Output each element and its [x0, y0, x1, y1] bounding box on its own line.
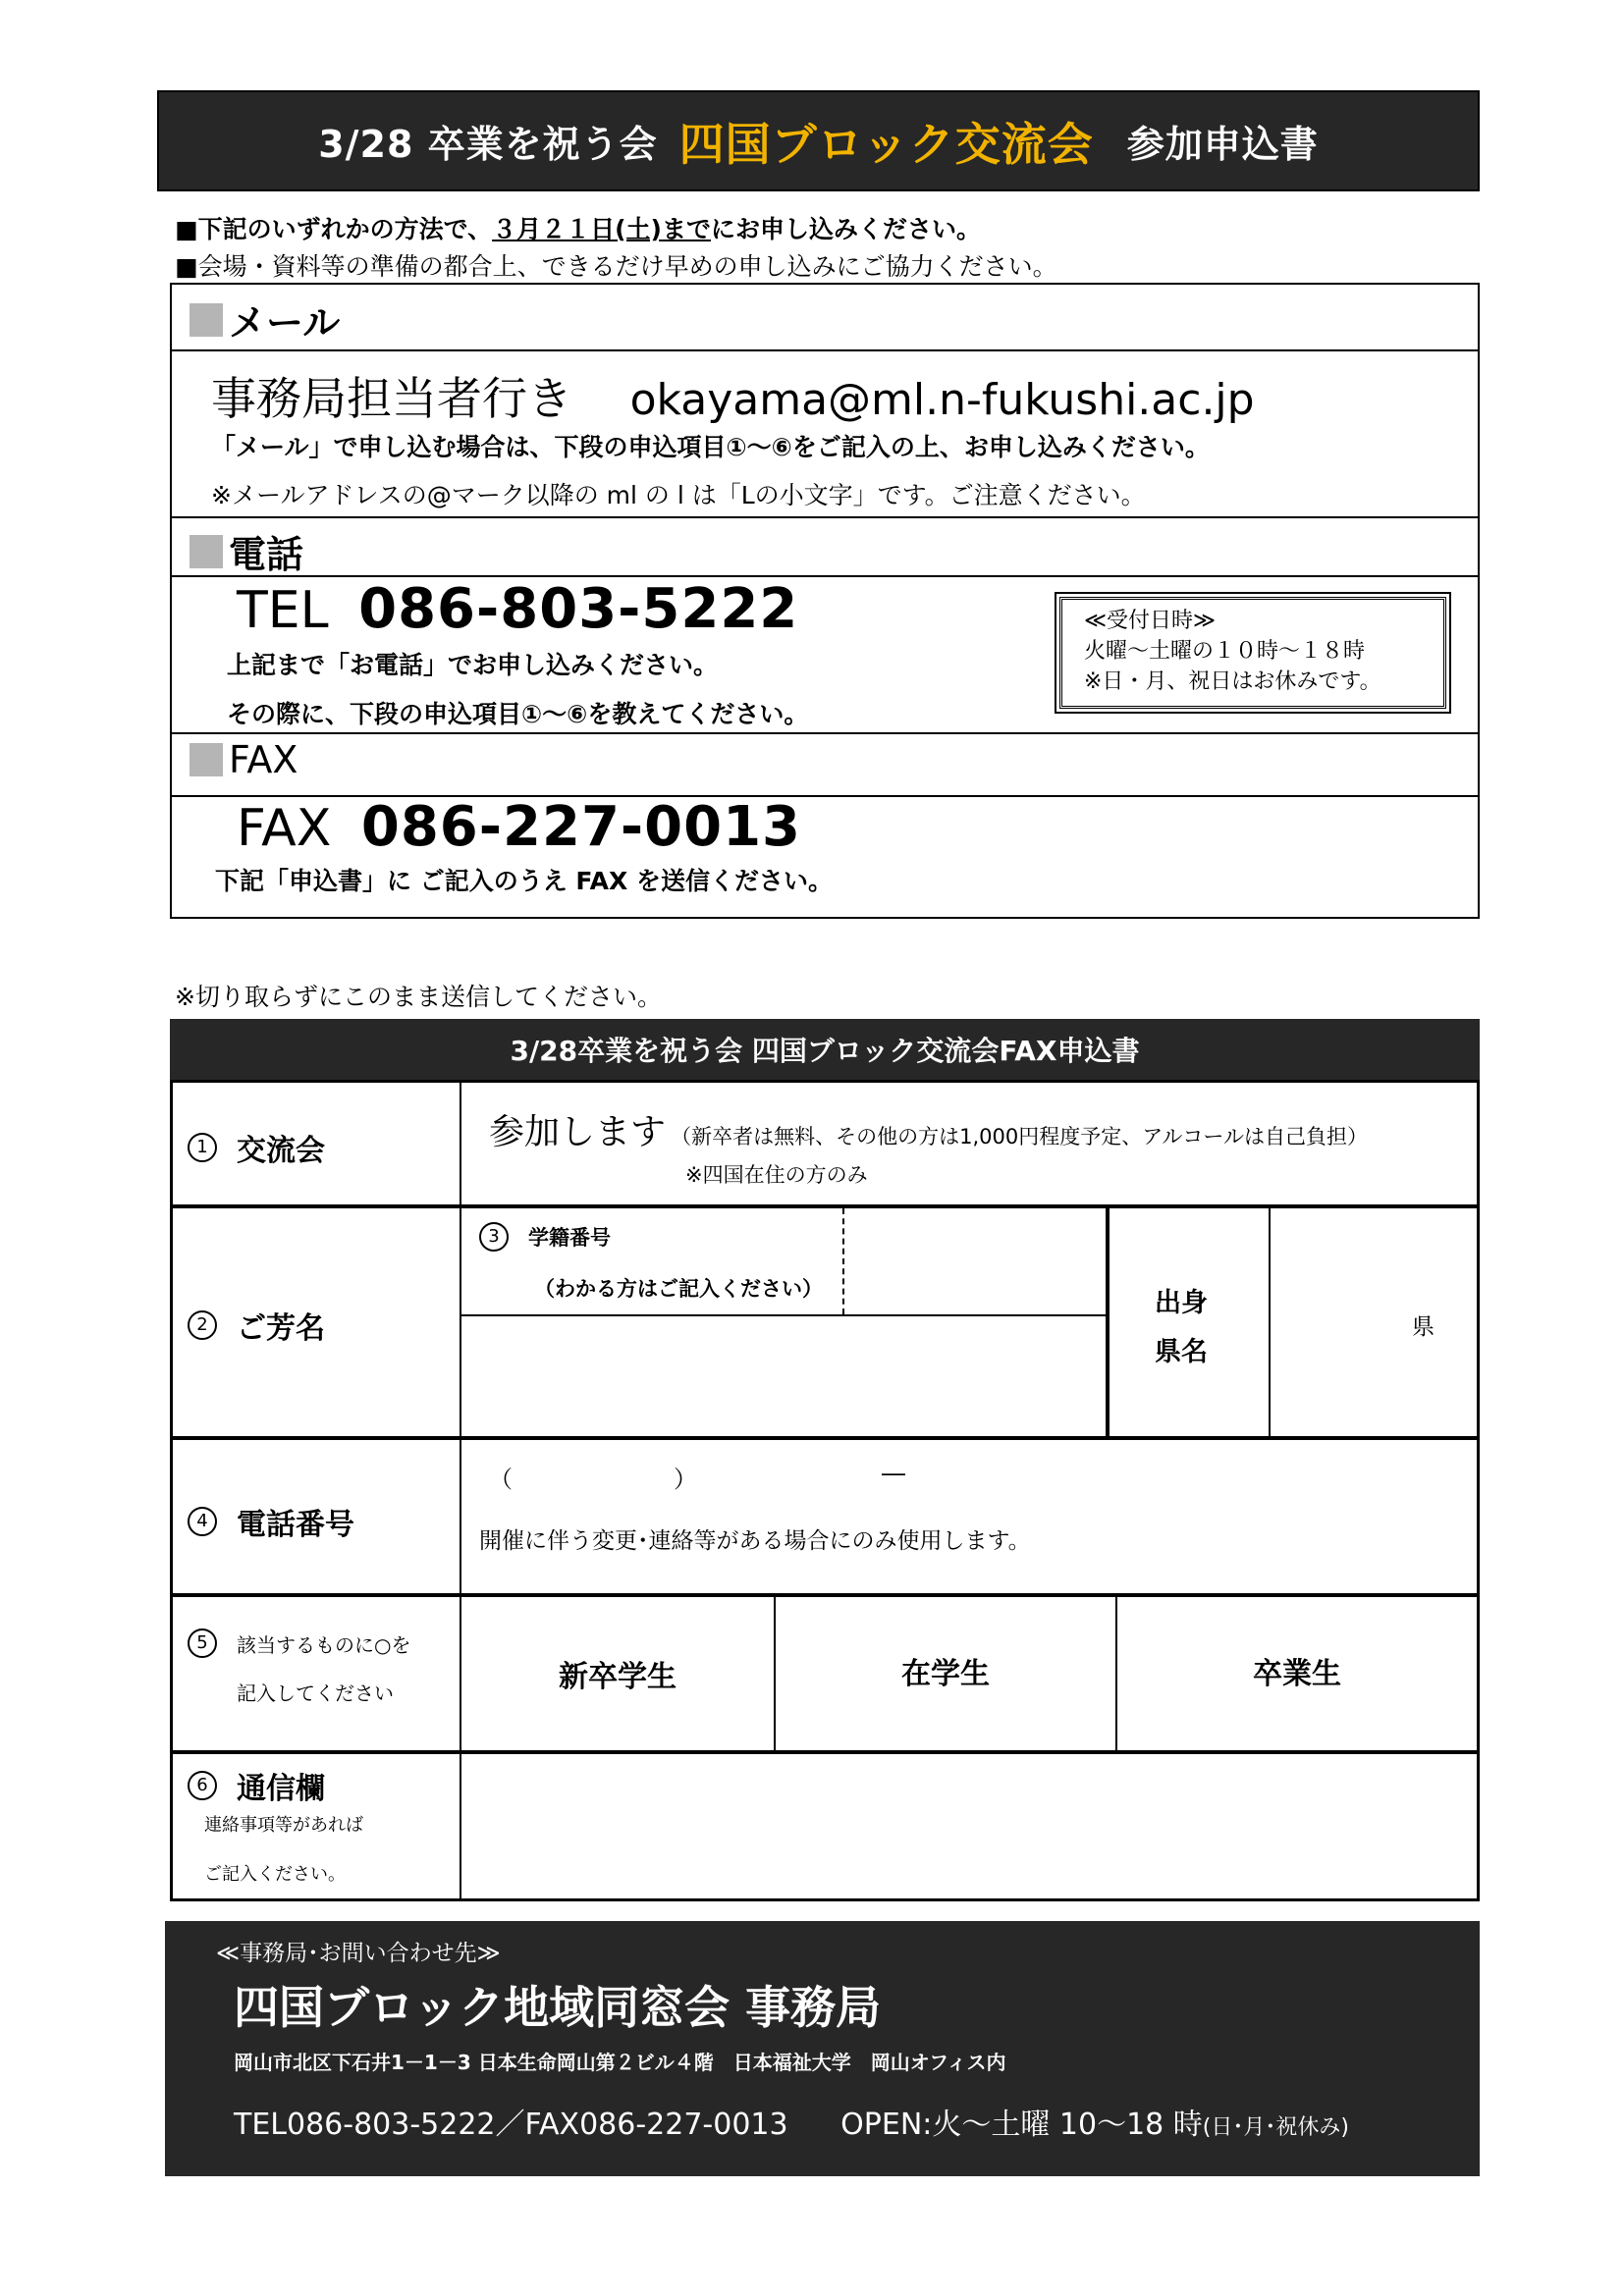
row1-value [489, 1104, 1368, 1154]
phone-number-line [237, 577, 798, 641]
student-number-input[interactable] [846, 1212, 1102, 1310]
gray-square-icon [189, 743, 223, 776]
phone-dash: ― [882, 1460, 905, 1487]
row6-sub2: ご記入ください。 [204, 1864, 346, 1885]
page-title-banner [157, 90, 1480, 191]
reception-hours-box [1059, 597, 1446, 709]
row1-sub: ※四国在住の方のみ [685, 1163, 868, 1187]
title-accent: 四国ブロック交流会 [678, 117, 1094, 171]
title-suffix: 参加申込書 [1126, 123, 1319, 166]
cut-note: ※切り取らずにこのまま送信してください。 [175, 983, 662, 1011]
fax-heading [189, 738, 298, 781]
row6-sub1: 連絡事項等があれば [204, 1815, 363, 1836]
phone-number-input[interactable] [463, 1442, 1477, 1521]
notice-deadline [175, 210, 981, 245]
mail-addressee-label: 事務局担当者行き [211, 372, 572, 425]
fax-instruction: 下記「申込書」に ご記入のうえ FAX を送信ください。 [215, 867, 833, 895]
footer-contact [165, 1921, 1480, 2176]
hours-title: ≪受付日時≫ [1084, 609, 1217, 633]
row4-label-text: 電話番号 [237, 1508, 354, 1542]
mail-addressee [211, 363, 1255, 428]
phone-heading [189, 524, 303, 578]
row5-label-line1: 該当するものに○を [237, 1632, 411, 1657]
mail-note: ※メールアドレスの@マーク以降の ml の l は「Lの小文字」です。ご注意ください。 [211, 481, 1146, 509]
student-number-text: 学籍番号 [528, 1226, 611, 1250]
attend-text: 参加します [489, 1112, 667, 1152]
gray-square-icon [189, 535, 223, 568]
prefecture-input[interactable] [1272, 1208, 1477, 1434]
hours-line2: ※日・月、祝日はお休みです。 [1084, 669, 1381, 694]
row1-label-text: 交流会 [237, 1134, 325, 1168]
fax-heading-label: FAX [229, 738, 298, 781]
tel-prefix: TEL [237, 581, 329, 640]
circled-number-6: 6 [188, 1771, 217, 1800]
phone-line2: その際に、下段の申込項目①～⑥を教えてください。 [227, 700, 809, 728]
circled-number-2: 2 [188, 1310, 217, 1340]
footer-address: 岡山市北区下石井1－1－3 日本生命岡山第２ビル４階 日本福祉大学 岡山オフィス内 [234, 2051, 1006, 2074]
gray-square-icon [189, 303, 223, 337]
fax-prefix: FAX [237, 799, 332, 858]
footer-contact-title: ≪事務局･お問い合わせ先≫ [216, 1941, 501, 1966]
student-number-hint: （わかる方はご記入ください） [534, 1277, 823, 1301]
circled-number-4: 4 [188, 1507, 217, 1536]
phone-heading-label: 電話 [229, 533, 304, 576]
contact-methods-box [170, 283, 1480, 919]
notice-deadline-date: ３月２１日(土)まで [492, 215, 711, 243]
origin-line1: 出身 [1155, 1288, 1208, 1318]
row1-label [188, 1126, 325, 1169]
phone-line1: 上記まで「お電話」でお申し込みください。 [227, 651, 719, 679]
origin-prefecture-label [1155, 1279, 1208, 1377]
footer-telfax: TEL086-803-5222／FAX086-227-0013 [234, 2108, 788, 2142]
row4-label [188, 1500, 354, 1543]
row6-label-text: 通信欄 [237, 1772, 325, 1806]
footer-org: 四国ブロック地域同窓会 事務局 [234, 1981, 882, 2034]
mail-address-link[interactable]: okayama@ml.n-fukushi.ac.jp [629, 375, 1255, 425]
row2-label-text: ご芳名 [237, 1311, 325, 1346]
fax-application-form [170, 1080, 1480, 1901]
mail-heading [189, 293, 340, 347]
row6-label [188, 1764, 325, 1807]
option-graduate[interactable]: 卒業生 [1253, 1657, 1341, 1691]
mail-instruction: 「メール」で申し込む場合は、下段の申込項目①～⑥をご記入の上、お申し込みください。 [211, 433, 1210, 461]
fax-number-line [237, 795, 801, 859]
circled-number-5: 5 [188, 1629, 217, 1658]
fax-form-header: 3/28卒業を祝う会 四国ブロック交流会FAX申込書 [170, 1019, 1480, 1080]
phone-usage-note: 開催に伴う変更･連絡等がある場合にのみ使用します。 [479, 1528, 1031, 1554]
tel-number[interactable]: 086-803-5222 [358, 577, 799, 641]
circled-number-1: 1 [188, 1133, 217, 1162]
notice-deadline-post: にお申し込みください。 [710, 215, 981, 243]
phone-paren-close: ） [674, 1466, 697, 1493]
footer-open-hours: OPEN:火～土曜 10～18 時 [840, 2108, 1203, 2142]
prefecture-suffix: 県 [1412, 1314, 1435, 1340]
hours-line1: 火曜～土曜の１０時～１８時 [1084, 639, 1366, 664]
row5-label-line2: 記入してください [237, 1682, 394, 1705]
option-new-graduate[interactable]: 新卒学生 [559, 1660, 677, 1694]
row5-label [188, 1629, 410, 1658]
name-input[interactable] [463, 1318, 1102, 1434]
attend-fee-note: （新卒者は無料、その他の方は1,000円程度予定、アルコールは自己負担） [671, 1125, 1368, 1148]
circled-number-3: 3 [479, 1222, 509, 1252]
phone-paren-open: （ [489, 1466, 513, 1493]
notice-deadline-pre: ■下記のいずれかの方法で、 [175, 215, 493, 243]
notice-early: ■会場・資料等の準備の都合上、できるだけ早めの申し込みにご協力ください。 [175, 252, 1057, 281]
fax-number[interactable]: 086-227-0013 [360, 795, 802, 859]
student-number-divider [842, 1208, 844, 1314]
title-prefix: 3/28 卒業を祝う会 [318, 123, 658, 166]
mail-heading-label: メール [229, 301, 341, 345]
option-current-student[interactable]: 在学生 [901, 1657, 990, 1691]
row2-label [188, 1304, 325, 1347]
footer-telfax-line [234, 2100, 1349, 2143]
footer-closed-days: (日･月･祝休み) [1202, 2115, 1349, 2140]
origin-line2: 県名 [1155, 1337, 1208, 1367]
message-input[interactable] [463, 1756, 1477, 1897]
student-number-label [479, 1222, 611, 1252]
